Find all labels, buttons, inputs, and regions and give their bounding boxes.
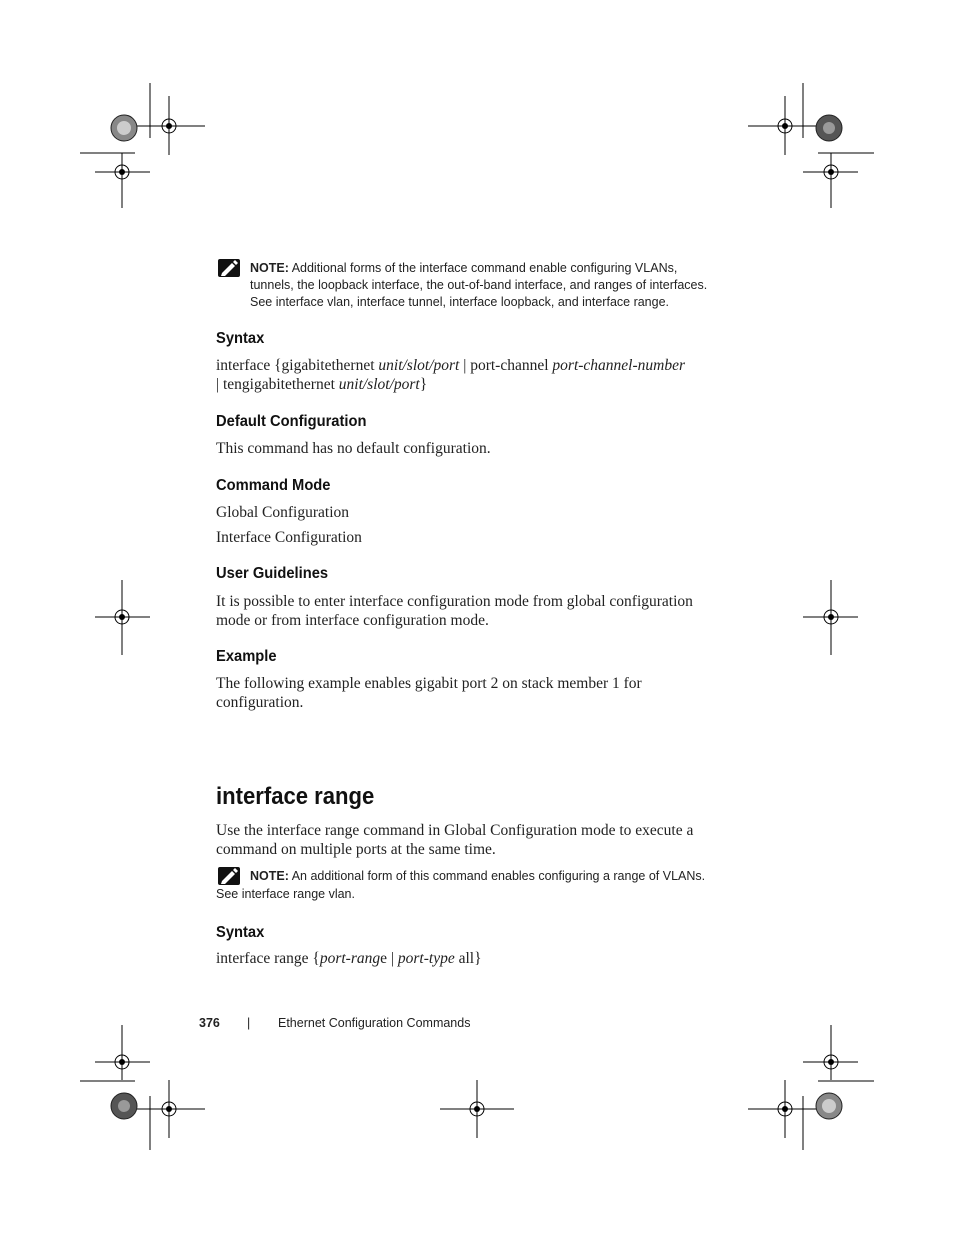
command-keyword: interface range [266, 822, 360, 839]
note-2 [250, 868, 720, 885]
example-text [216, 674, 716, 712]
text-line: command on multiple ports at the same time. [216, 841, 496, 858]
note-line: An additional form of this command enables configuring a range of VLANs. [291, 869, 706, 883]
note-icon [218, 259, 240, 277]
footer-separator: | [247, 1016, 251, 1030]
syntax-arg: unit/slot/port [338, 376, 420, 393]
syntax-arg: port-type [397, 950, 455, 967]
syntax-arg: port-rang [319, 950, 381, 967]
text-line: configuration. [216, 694, 304, 711]
syntax-arg: port-channel-number [552, 357, 686, 374]
syntax-block [216, 356, 716, 394]
default-config-heading: Default Configuration [216, 413, 367, 430]
syntax-brace: } [474, 950, 482, 967]
note-label: NOTE: [250, 261, 289, 275]
default-config-text: This command has no default configuration. [216, 440, 491, 457]
syntax-heading: Syntax [216, 924, 265, 941]
syntax-pipe: | [216, 376, 220, 393]
note-2-line2: See interface range vlan. [216, 887, 355, 901]
command-mode-item: Global Configuration [216, 504, 350, 521]
syntax-arg: unit/slot/port [378, 357, 460, 374]
syntax-keyword: gigabitethernet [281, 357, 375, 374]
footer-chapter: Ethernet Configuration Commands [278, 1016, 471, 1030]
user-guidelines-heading: User Guidelines [216, 565, 329, 582]
syntax-keyword: all [458, 950, 475, 967]
syntax-brace: } [419, 376, 428, 393]
command-mode-item: Interface Configuration [216, 529, 362, 546]
text-line: The following example enables gigabit port 2 on stack member 1 for [216, 675, 642, 692]
note-icon [218, 867, 240, 885]
text-span: Use the [216, 822, 263, 839]
syntax-keyword: port-channel [470, 357, 549, 374]
section-title: interface range [216, 783, 375, 810]
example-heading: Example [216, 648, 277, 665]
command-mode-heading: Command Mode [216, 477, 331, 494]
note-line: See interface vlan, interface tunnel, interface loopback, and interface range. [250, 295, 670, 309]
note-label: NOTE: [250, 869, 289, 883]
syntax-arg-tail: e [380, 950, 388, 967]
syntax-keyword: interface [216, 357, 271, 374]
note-1 [250, 260, 720, 311]
syntax-brace: { [274, 357, 282, 374]
syntax-heading: Syntax [216, 330, 265, 347]
intro-text [216, 821, 716, 859]
user-guidelines-text [216, 592, 716, 630]
syntax-brace: { [312, 950, 320, 967]
syntax-pipe: | [463, 357, 467, 374]
note-line: tunnels, the loopback interface, the out-of-band interface, and ranges of interfaces. [250, 278, 708, 292]
page-number: 376 [199, 1016, 220, 1030]
syntax-keyword: interface range [216, 950, 309, 967]
note-line: Additional forms of the interface command enable configuring VLANs, [291, 261, 678, 275]
syntax-pipe: | [390, 950, 395, 967]
syntax-keyword: tengigabitethernet [222, 376, 335, 393]
text-line: mode or from interface configuration mode. [216, 612, 489, 629]
syntax-block [216, 949, 716, 968]
text-line: It is possible to enter interface configuration mode from global configuration [216, 593, 693, 610]
text-span: command in Global Configuration mode to execute a [363, 822, 694, 839]
